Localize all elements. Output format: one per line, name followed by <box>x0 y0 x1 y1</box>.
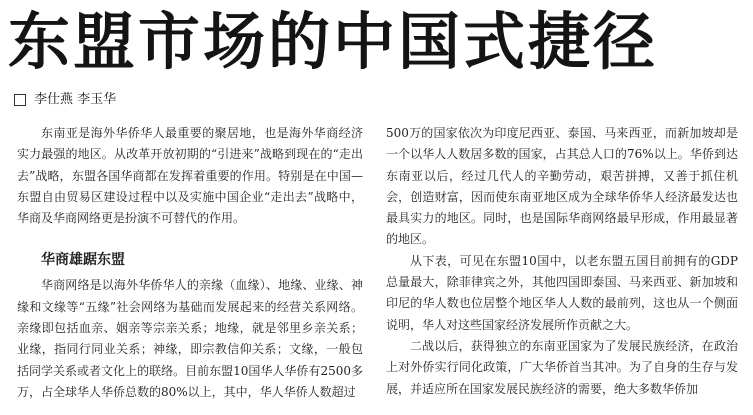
intro-paragraph: 东南亚是海外华侨华人最重要的聚居地，也是海外华商经济实力最强的地区。从改革开放初期的“引进来”战略到现在的“走出去”战略，东盟各国华商都在发挥着重要的作用。特别是在中国—东盟自由贸易区建设过程中以及实施中国企业“走出去”战略中，华商及华商网络更是扮演不可替代的作用。 <box>17 126 363 226</box>
right-column <box>386 123 738 400</box>
paragraph-gdp: 从下表，可见在东盟10国中，以老东盟五国目前拥有的GDP总量最大，除菲律宾之外，其他四国即泰国、马来西亚、新加坡和印尼的华人数也位居整个地区华人人数的最前列，这也从一个侧面说明，华人对这些国家经济发展所作贡献之大。 <box>386 253 738 332</box>
section-heading: 华商雄踞东盟 <box>41 252 125 269</box>
article-title: 东盟市场的中国式捷径 <box>8 5 659 78</box>
author-names: 李仕燕 李玉华 <box>34 92 117 107</box>
square-bullet-icon <box>14 94 26 106</box>
paragraph-postwar: 二战以后，获得独立的东南亚国家为了发展民族经济，在政治上对外侨实行同化政策，广大华侨首当其冲。为了自身的生存与发展，并适应所在国家发展民族经济的需要，绝大多数华侨加 <box>386 338 738 396</box>
paragraph-continued: 500万的国家依次为印度尼西亚、泰国、马来西亚，而新加坡却是一个以华人人数居多数的国家，占其总人口的76%以上。华侨到达东南亚以后，经过几代人的辛勤劳动，艰苦拼搏，又善于抓住机会，创造财富，因而使东南亚地区成为全球华侨华人经济最发达也最具实力的地区。同时，也是国际华商网络最早形成，作用最显著的地区。 <box>386 126 738 247</box>
byline <box>14 90 116 110</box>
section-paragraph: 华商网络是以海外华侨华人的亲缘（血缘）、地缘、业缘、神缘和文缘等“五缘”社会网络为基础而发展起来的经营关系网络。亲缘即包括血亲、姻亲等宗亲关系；地缘，就是邻里乡亲关系；业缘，指同行同业关系；神缘，即宗教信仰关系；文缘，一般包括同学关系或者文化上的联络。目前东盟10国华人华侨有2500多万，占全球华人华侨总数的80%以上，其中，华人华侨人数超过 <box>17 278 363 399</box>
left-column <box>17 123 363 403</box>
